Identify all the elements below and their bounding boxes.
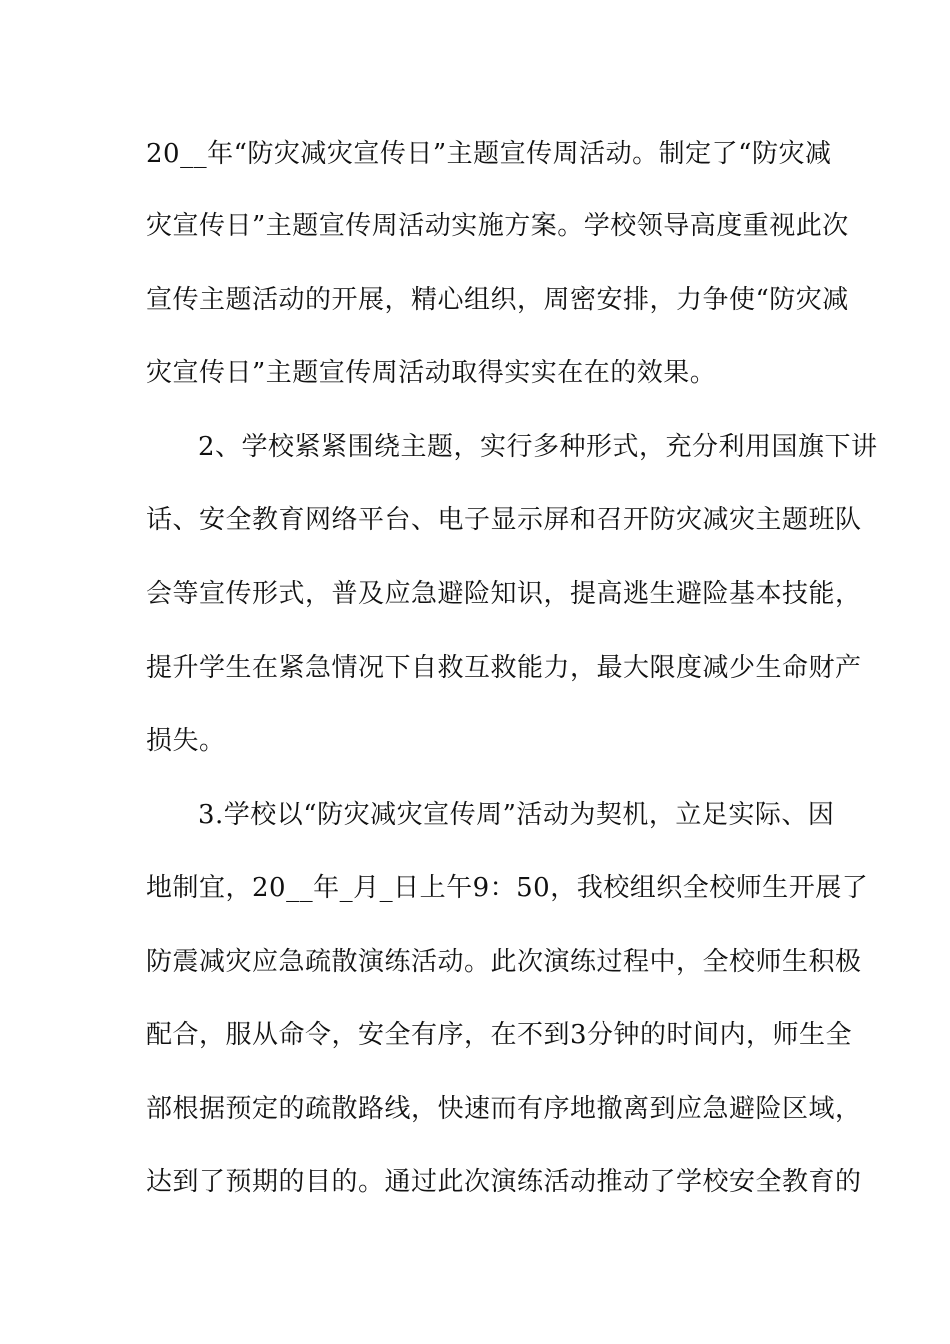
text-line: 配合，服从命令，安全有序，在不到3分钟的时间内，师生全 bbox=[146, 1020, 853, 1050]
text-line: 灾宣传日”主题宣传周活动实施方案。学校领导高度重视此次 bbox=[146, 211, 849, 241]
text-line: 达到了预期的目的。通过此次演练活动推动了学校安全教育的 bbox=[146, 1167, 862, 1197]
text-line: 防震减灾应急疏散演练活动。此次演练过程中，全校师生积极 bbox=[146, 947, 862, 977]
text-line: 地制宜，20__年_月_日上午9：50，我校组织全校师生开展了 bbox=[146, 873, 869, 903]
text-line: 提升学生在紧急情况下自救互救能力，最大限度减少生命财产 bbox=[146, 653, 862, 683]
text-line: 20__年“防灾减灾宣传日”主题宣传周活动。制定了“防灾减 bbox=[146, 139, 832, 169]
text-line: 灾宣传日”主题宣传周活动取得实实在在的效果。 bbox=[146, 358, 717, 388]
text-line: 宣传主题活动的开展，精心组织，周密安排，力争使“防灾减 bbox=[146, 285, 849, 315]
text-line: 部根据预定的疏散路线，快速而有序地撤离到应急避险区域， bbox=[146, 1094, 862, 1124]
text-line: 损失。 bbox=[146, 726, 226, 756]
text-line: 会等宣传形式，普及应急避险知识，提高逃生避险基本技能， bbox=[146, 579, 862, 609]
paragraph-start-line: 2、学校紧紧围绕主题，实行多种形式，充分利用国旗下讲 bbox=[198, 432, 878, 462]
paragraph-start-line: 3.学校以“防灾减灾宣传周”活动为契机，立足实际、因 bbox=[198, 800, 835, 830]
text-line: 话、安全教育网络平台、电子显示屏和召开防灾减灾主题班队 bbox=[146, 505, 862, 535]
